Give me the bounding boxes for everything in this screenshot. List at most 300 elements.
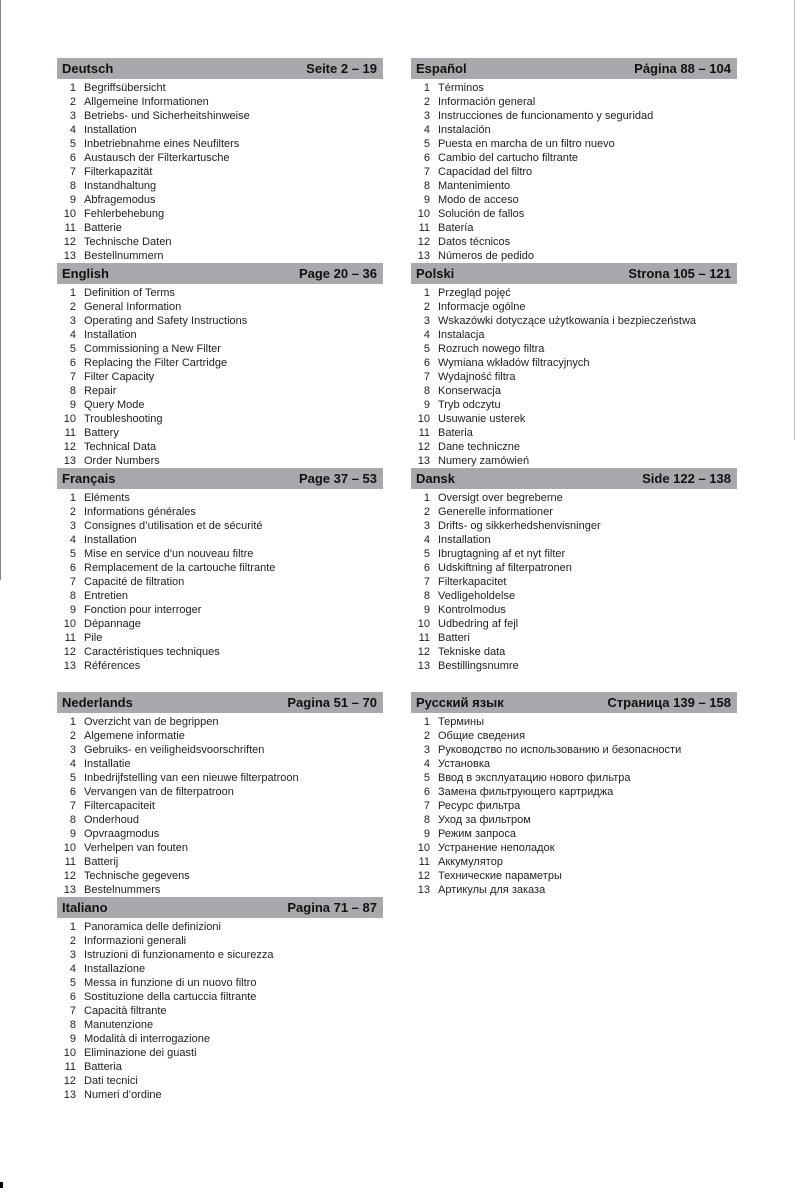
toc-item-number: 1 [69,82,76,94]
toc-item [57,715,383,729]
toc-item-label: Wymiana wkładów filtracyjnych [438,357,590,369]
toc-item [57,948,383,962]
toc-item-label: Ibrugtagning af et nyt filter [438,548,566,560]
section-title: Français [62,471,116,486]
toc-list [57,918,383,1102]
toc-item-number: 6 [69,991,76,1003]
toc-item [57,589,383,603]
toc-item-number: 8 [69,590,76,602]
toc-item-label: Pile [84,632,103,644]
toc-item-number: 6 [69,562,76,574]
toc-item-label: Eliminazione dei guasti [84,1047,197,1059]
toc-item-label: Tryb odczytu [438,399,501,411]
toc-item [411,165,737,179]
toc-item-number: 2 [423,96,430,108]
toc-item-number: 3 [423,520,430,532]
toc-item [57,235,383,249]
toc-item [57,207,383,221]
toc-item [57,920,383,934]
toc-item-label: Technische gegevens [84,870,190,882]
toc-item-number: 1 [69,716,76,728]
toc-item-label: Режим запроса [438,828,516,840]
toc-item-label: Installation [84,534,137,546]
toc-item-number: 13 [63,1089,76,1101]
toc-item [411,426,737,440]
section-page-range: Seite 2 – 19 [306,61,377,76]
toc-item-number: 4 [423,758,430,770]
toc-item-number: 11 [64,222,76,234]
toc-item [57,869,383,883]
section-page-range: Strona 105 – 121 [628,266,731,281]
toc-item-number: 12 [417,646,430,658]
toc-item-label: Общие сведения [438,730,526,742]
toc-item-label: Betriebs- und Sicherheitshinweise [84,110,250,122]
toc-item-label: Installazione [84,963,146,975]
toc-item-label: Filtercapaciteit [84,800,155,812]
toc-item-number: 1 [69,287,76,299]
toc-item-number: 4 [423,329,430,341]
toc-item [57,249,383,263]
toc-item-label: Vervangen van de filterpatroon [84,786,234,798]
toc-item-label: Vedligeholdelse [438,590,516,602]
toc-item [57,771,383,785]
toc-item [57,813,383,827]
toc-item [411,869,737,883]
toc-item-number: 12 [417,870,430,882]
toc-item-label: Capacité de filtration [84,576,185,588]
toc-item-label: Артикулы для заказа [438,884,546,896]
toc-item [57,799,383,813]
toc-item-label: Dati tecnici [84,1075,138,1087]
toc-item [57,426,383,440]
toc-item [57,109,383,123]
toc-item-number: 12 [417,441,430,453]
toc-item [411,645,737,659]
toc-item [57,137,383,151]
toc-item [411,249,737,263]
toc-item-number: 8 [69,180,76,192]
toc-item [57,1018,383,1032]
toc-item-label: Installation [84,124,137,136]
toc-item [57,617,383,631]
toc-item-label: Bestellnummern [84,250,164,262]
toc-item-label: Manutenzione [84,1019,154,1031]
toc-item [57,328,383,342]
toc-item-number: 10 [63,1047,76,1059]
section-header [411,263,737,284]
toc-list [411,713,737,897]
toc-item-number: 6 [423,562,430,574]
toc-item-label: Instalación [438,124,491,136]
toc-item-label: Instrucciones de funcionamento y seguridad [438,110,654,122]
toc-item-label: Kontrolmodus [438,604,506,616]
section-title: Русский язык [416,695,504,710]
toc-item-label: Repair [84,385,117,397]
toc-item [411,193,737,207]
section-italiano [57,897,383,1102]
toc-item-number: 9 [423,828,430,840]
corner-mark [0,1182,3,1188]
toc-item [57,934,383,948]
toc-item [57,440,383,454]
section-title: English [62,266,109,281]
toc-item-number: 10 [417,208,430,220]
toc-item [57,990,383,1004]
toc-item [57,491,383,505]
toc-item-number: 13 [63,884,76,896]
section-page-range: Page 20 – 36 [298,266,377,281]
toc-item-label: Begriffsübersicht [84,82,166,94]
toc-item-number: 11 [418,222,430,234]
section-polski [411,263,737,468]
toc-item [57,547,383,561]
toc-item-number: 11 [418,856,430,868]
toc-item-label: Austausch der Filterkartusche [84,152,230,164]
toc-item-number: 5 [423,343,430,355]
toc-item-label: Bateria [438,427,473,439]
section-title: Español [416,61,467,76]
toc-item [57,342,383,356]
toc-item-label: Batterij [84,856,119,868]
toc-item-number: 7 [423,166,430,178]
toc-item-number: 10 [417,842,430,854]
toc-item-number: 2 [69,506,76,518]
section-russian [411,692,737,897]
toc-item [411,547,737,561]
toc-item [57,1004,383,1018]
toc-item-label: Filterkapazität [84,166,153,178]
toc-item [411,785,737,799]
toc-item-label: Commissioning a New Filter [84,343,221,355]
toc-item-label: Installatie [84,758,131,770]
toc-item-label: Informazioni generali [84,935,187,947]
toc-item-label: Ввод в эксплуатацию нового фильтра [438,772,631,784]
toc-item-number: 4 [69,963,76,975]
toc-item [411,179,737,193]
toc-item-number: 6 [423,152,430,164]
toc-item [411,771,737,785]
toc-item-number: 12 [63,646,76,658]
toc-item [411,398,737,412]
toc-item [57,533,383,547]
toc-item-number: 3 [69,520,76,532]
section-header [57,897,383,918]
section-page-range: Страница 139 – 158 [607,695,731,710]
toc-item-number: 5 [69,548,76,560]
toc-item-label: Informations générales [84,506,196,518]
toc-item [57,398,383,412]
toc-item [411,356,737,370]
toc-item-label: Onderhoud [84,814,140,826]
section-header [57,692,383,713]
toc-item-number: 8 [69,814,76,826]
toc-item-number: 13 [417,250,430,262]
toc-item-number: 5 [423,772,430,784]
toc-item-label: Replacing the Filter Cartridge [84,357,228,369]
toc-item-number: 4 [69,534,76,546]
toc-item-label: Cambio del cartucho filtrante [438,152,579,164]
section-header [57,58,383,79]
toc-item [57,729,383,743]
toc-item-number: 5 [423,548,430,560]
toc-item-label: Dépannage [84,618,141,630]
section-nederlands [57,692,383,897]
toc-item-number: 2 [69,935,76,947]
toc-item [57,193,383,207]
toc-item-label: Overzicht van de begrippen [84,716,219,728]
section-header [411,58,737,79]
toc-item-number: 12 [63,236,76,248]
toc-item-number: 11 [64,856,76,868]
toc-item-label: Przegląd pojęć [438,287,511,299]
toc-item [57,631,383,645]
toc-item-label: Capacità filtrante [84,1005,167,1017]
toc-item [57,1032,383,1046]
toc-item-label: Руководство по использованию и безопасности [438,744,682,756]
toc-item [57,81,383,95]
toc-item [411,519,737,533]
toc-item-label: Order Numbers [84,455,160,467]
toc-item-label: Fonction pour interroger [84,604,202,616]
toc-item [57,454,383,468]
toc-item-number: 10 [63,618,76,630]
toc-item-label: Troubleshooting [84,413,163,425]
toc-item-number: 2 [423,730,430,742]
section-page-range: Pagina 71 – 87 [287,900,377,915]
toc-item-label: Remplacement de la cartouche filtrante [84,562,276,574]
toc-item [411,561,737,575]
toc-item-label: Generelle informationer [438,506,553,518]
toc-item [411,440,737,454]
section-page-range: Side 122 – 138 [642,471,731,486]
section-header [411,692,737,713]
toc-item-label: Solución de fallos [438,208,525,220]
toc-item-label: Batterie [84,222,122,234]
toc-item [411,109,737,123]
toc-item-label: General Information [84,301,182,313]
toc-item-number: 7 [423,576,430,588]
toc-item-number: 4 [423,534,430,546]
toc-item [57,165,383,179]
toc-item [57,757,383,771]
toc-item [57,179,383,193]
toc-item-number: 7 [69,371,76,383]
toc-item-number: 5 [69,772,76,784]
toc-item-number: 9 [423,399,430,411]
toc-item-number: 8 [423,590,430,602]
toc-item-label: Mantenimiento [438,180,511,192]
toc-item [57,286,383,300]
page-edge-left [0,0,1,580]
toc-item-number: 1 [423,492,430,504]
toc-item [411,370,737,384]
toc-item-label: Bestelnummers [84,884,161,896]
toc-item-label: Filterkapacitet [438,576,507,588]
section-title: Italiano [62,900,108,915]
toc-item-number: 9 [69,399,76,411]
toc-item-number: 8 [69,385,76,397]
toc-item-number: 9 [69,604,76,616]
toc-item-label: Fehlerbehebung [84,208,165,220]
toc-item-label: Mise en service d’un nouveau filtre [84,548,254,560]
toc-item-label: Batteri [438,632,470,644]
toc-item [57,1046,383,1060]
toc-item [411,328,737,342]
toc-item-label: Operating and Safety Instructions [84,315,248,327]
toc-item [411,589,737,603]
toc-item-label: Allgemeine Informationen [84,96,209,108]
toc-item-number: 2 [69,730,76,742]
toc-item-number: 11 [64,1061,76,1073]
toc-item [411,95,737,109]
toc-item [411,841,737,855]
toc-item-label: Instandhaltung [84,180,157,192]
toc-item-label: Gebruiks- en veiligheidsvoorschriften [84,744,265,756]
toc-item-number: 2 [69,96,76,108]
toc-item-label: Аккумулятор [438,856,503,868]
toc-item [411,491,737,505]
toc-item-label: Consignes d’utilisation et de sécurité [84,520,263,532]
toc-item [57,356,383,370]
toc-item-label: Instalacja [438,329,485,341]
toc-item-label: Inbetriebnahme eines Neufilters [84,138,240,150]
toc-item [411,799,737,813]
toc-item [57,151,383,165]
toc-item [411,221,737,235]
toc-item-label: Modo de acceso [438,194,519,206]
toc-item-number: 9 [423,604,430,616]
toc-item [57,785,383,799]
toc-item [57,575,383,589]
toc-item [411,151,737,165]
toc-item-label: Entretien [84,590,129,602]
toc-item-label: Konserwacja [438,385,501,397]
toc-item [411,342,737,356]
toc-item-label: Caractéristiques techniques [84,646,220,658]
toc-item-label: Battery [84,427,119,439]
toc-item-number: 2 [423,506,430,518]
toc-item [411,533,737,547]
toc-item-label: Messa in funzione di un nuovo filtro [84,977,257,989]
toc-item-number: 7 [69,166,76,178]
toc-item-number: 3 [69,110,76,122]
toc-item-number: 12 [63,1075,76,1087]
section-francais [57,468,383,673]
toc-item [411,813,737,827]
toc-item [57,300,383,314]
toc-item-label: Capacidad del filtro [438,166,533,178]
toc-item [57,1074,383,1088]
toc-item-number: 8 [423,814,430,826]
toc-item-label: Números de pedido [438,250,535,262]
toc-item-number: 9 [69,1033,76,1045]
toc-list [57,489,383,673]
section-english [57,263,383,468]
toc-item-number: 7 [423,800,430,812]
toc-item [411,827,737,841]
toc-item [57,841,383,855]
toc-item-number: 9 [69,194,76,206]
toc-item-number: 1 [423,716,430,728]
toc-item-label: Informacje ogólne [438,301,526,313]
toc-item-label: Установка [438,758,490,770]
toc-item [57,221,383,235]
toc-item-number: 13 [417,660,430,672]
toc-item-number: 6 [69,152,76,164]
toc-item-number: 13 [63,455,76,467]
toc-item-label: Udskiftning af filterpatronen [438,562,572,574]
toc-item [57,976,383,990]
toc-item-label: Filter Capacity [84,371,155,383]
toc-item-label: Oversigt over begreberne [438,492,563,504]
toc-item [57,519,383,533]
toc-item-number: 10 [417,618,430,630]
toc-item-label: Información general [438,96,536,108]
toc-item-label: Устранение неполадок [438,842,555,854]
toc-item-number: 12 [63,870,76,882]
toc-item-number: 10 [63,208,76,220]
toc-item [411,659,737,673]
section-title: Polski [416,266,455,281]
toc-item-number: 4 [69,124,76,136]
toc-item [411,631,737,645]
toc-item-label: Modalità di interrogazione [84,1033,210,1045]
toc-item [57,384,383,398]
toc-item [411,603,737,617]
toc-item-number: 2 [423,301,430,313]
toc-item-number: 13 [417,455,430,467]
toc-item [57,883,383,897]
toc-item-label: Numeri d’ordine [84,1089,162,1101]
toc-list [411,489,737,673]
toc-item-label: Installation [84,329,137,341]
toc-item-number: 11 [418,427,430,439]
toc-item [411,743,737,757]
toc-item-label: Références [84,660,141,672]
toc-item [411,286,737,300]
toc-item-number: 5 [69,138,76,150]
toc-item-number: 7 [69,800,76,812]
toc-item [411,575,737,589]
toc-item-label: Drifts- og sikkerhedshenvisninger [438,520,601,532]
toc-item-number: 7 [69,1005,76,1017]
toc-item [411,384,737,398]
toc-item-number: 13 [63,660,76,672]
toc-item-number: 3 [423,110,430,122]
toc-item [57,370,383,384]
toc-item-label: Usuwanie usterek [438,413,526,425]
toc-item-number: 4 [69,329,76,341]
toc-item-label: Datos técnicos [438,236,511,248]
toc-item [57,123,383,137]
toc-item-number: 5 [423,138,430,150]
toc-item-label: Numery zamówień [438,455,530,467]
toc-item-number: 13 [417,884,430,896]
toc-item-number: 11 [418,632,430,644]
toc-item-number: 8 [69,1019,76,1031]
toc-item-number: 11 [64,632,76,644]
toc-item [411,729,737,743]
toc-item-number: 3 [69,949,76,961]
section-page-range: Pagina 51 – 70 [287,695,377,710]
toc-item-number: 3 [69,744,76,756]
toc-item-number: 1 [69,921,76,933]
toc-item [411,855,737,869]
toc-item-label: Замена фильтрующего картриджа [438,786,614,798]
toc-item-label: Sostituzione della cartuccia filtrante [84,991,257,1003]
toc-item [411,883,737,897]
toc-item-label: Abfragemodus [84,194,156,206]
